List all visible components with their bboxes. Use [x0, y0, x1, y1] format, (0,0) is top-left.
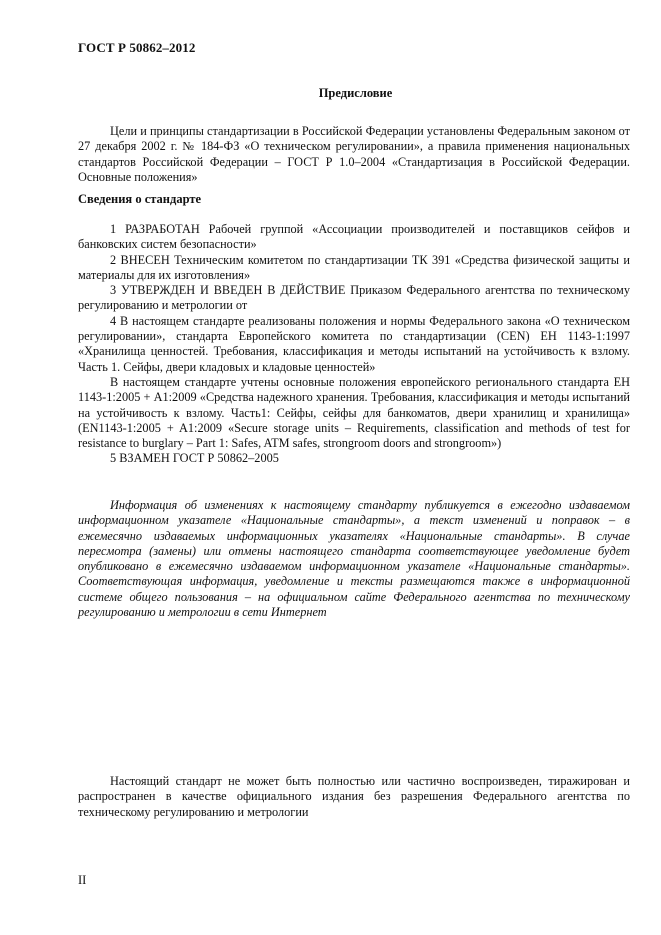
- info-item-1: 1 РАЗРАБОТАН Рабочей группой «Ассоциации производителей и поставщиков сейфов и банковских систем безопасности»: [78, 222, 630, 252]
- copyright-notice: Настоящий стандарт не может быть полностью или частично воспроизведен, тиражирован и распространен в качестве официального издания без разрешения Федерального агентства по техническому регулированию и метрологии: [78, 774, 630, 819]
- standard-info-list: [78, 222, 630, 467]
- changes-notice: Информация об изменениях к настоящему стандарту публикуется в ежегодно издаваемом информационном указателе «Национальные стандарты», а текст изменений и поправок – в ежемесячно издаваемых информационных указателях «Национальные стандарты». В случае пересмотра (замены) или отмены настоящего стандарта соответствующее уведомление будет опубликовано в ежемесячно издаваемом информационном указателе «Национальные стандарты». Соответствующая информация, уведомление и тексты размещаются также в информационной системе общего пользования – на официальном сайте Федерального агентства по техническому регулированию и метрологии в сети Интернет: [78, 498, 630, 620]
- info-item-4: 4 В настоящем стандарте реализованы положения и нормы Федерального закона «О техническом регулировании», стандарта Европейского комитета по стандартизации (CEN) ЕН 1143-1:1997 «Хранилища ценностей. Требования, классификация и методы испытаний на устойчивость к взлому. Часть 1. Сейфы, двери кладовых и кладовые ценностей»: [78, 313, 630, 374]
- info-item-4-note: В настоящем стандарте учтены основные положения европейского регионального стандарта ЕН 1143-1:2005 + А1:2009 «Средства надежного хранения. Требования, классификация и методы испытаний на устойчивость к взлому. Часть1: Сейфы, сейфы для банкоматов, двери хранилищ и хранилища» (EN1143-1:2005 + A1:2009 «Secure storage units – Requirements, classification and methods of test for resistance to burglary – Part 1: Safes, ATM safes, strongroom doors and strongroom»): [78, 374, 630, 451]
- section-heading: Сведения о стандарте: [78, 192, 202, 206]
- foreword-intro: Цели и принципы стандартизации в Российской Федерации установлены Федеральным законом от 27 декабря 2002 г. № 184-ФЗ «О техническом регулировании», а правила применения национальных стандартов Российской Федерации – ГОСТ Р 1.0–2004 «Стандартизация в Российской Федерации. Основные положения»: [78, 124, 630, 184]
- foreword-intro-block: [78, 124, 630, 185]
- info-item-3: 3 УТВЕРЖДЕН И ВВЕДЕН В ДЕЙСТВИЕ Приказом Федерального агентства по техническому регулированию и метрологии от: [78, 283, 630, 313]
- standard-code: ГОСТ Р 50862–2012: [78, 40, 196, 55]
- foreword-title: Предисловие: [318, 86, 393, 100]
- info-item-2: 2 ВНЕСЕН Техническим комитетом по стандартизации ТК 391 «Средства физической защиты и материалы для их изготовления»: [78, 252, 630, 282]
- page-number: II: [78, 873, 87, 887]
- info-item-5: 5 ВЗАМЕН ГОСТ Р 50862–2005: [110, 451, 279, 466]
